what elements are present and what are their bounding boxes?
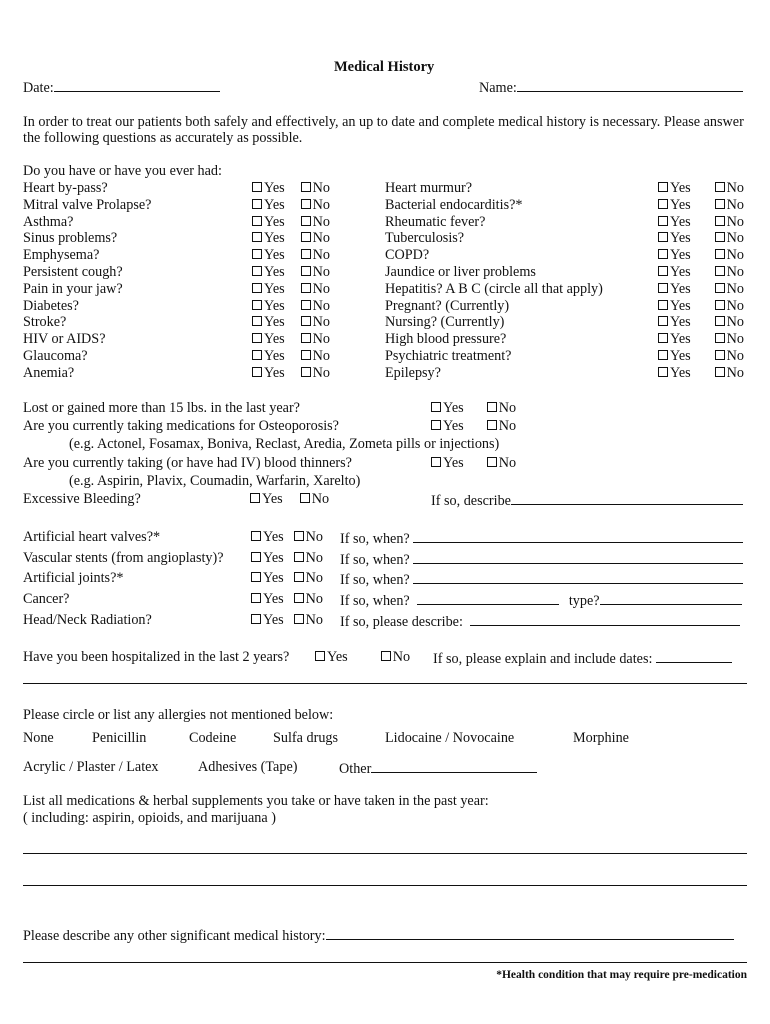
yes-no-options [658, 298, 744, 315]
no-checkbox[interactable] [715, 216, 725, 226]
no-label: No [312, 331, 330, 348]
no-checkbox[interactable] [715, 367, 725, 377]
describe-line[interactable] [470, 612, 740, 626]
no-label: No [312, 264, 330, 280]
yes-checkbox[interactable] [431, 457, 441, 467]
yes-label: Yes [263, 570, 284, 586]
no-label: No [726, 230, 744, 247]
condition-label: Pain in your jaw? [23, 280, 123, 297]
type-label: type? [568, 593, 600, 609]
yes-label: Yes [264, 348, 285, 364]
procedure-question: Cancer? [23, 591, 70, 607]
procedure-detail[interactable] [340, 529, 743, 548]
yes-no-options [252, 247, 330, 264]
yes-no-options [252, 365, 330, 382]
no-checkbox[interactable] [301, 333, 311, 343]
no-label: No [726, 264, 744, 280]
condition-label: Nursing? (Currently) [385, 314, 505, 331]
type-line[interactable] [600, 591, 742, 605]
no-checkbox[interactable] [301, 283, 311, 293]
yes-label: Yes [264, 213, 285, 230]
describe-label: If so, describe [431, 493, 511, 509]
allergy-option[interactable]: Sulfa drugs [273, 730, 339, 746]
yes-no-options [658, 348, 744, 365]
no-checkbox[interactable] [301, 266, 311, 276]
yes-label: Yes [443, 418, 464, 434]
yes-no-options [252, 264, 330, 281]
hospital-options [315, 649, 410, 666]
yes-no-options [252, 298, 330, 315]
no-checkbox[interactable] [381, 651, 391, 661]
yes-no-options [252, 230, 330, 247]
date-label: Date: [23, 80, 54, 96]
yes-no-options [658, 180, 744, 197]
no-label: No [312, 297, 330, 314]
yes-checkbox[interactable] [251, 531, 261, 541]
procedure-detail[interactable] [340, 612, 740, 631]
yes-label: Yes [263, 612, 284, 628]
yes-no-options [251, 612, 323, 629]
blood-thinner-options [431, 455, 516, 472]
name-field[interactable] [479, 78, 743, 97]
yes-no-options [658, 365, 744, 382]
yes-label: Yes [670, 264, 691, 280]
condition-label: Jaundice or liver problems [385, 264, 536, 280]
no-label: No [312, 364, 330, 381]
no-checkbox[interactable] [301, 199, 311, 209]
yes-checkbox[interactable] [658, 333, 668, 343]
yes-checkbox[interactable] [658, 350, 668, 360]
describe-line[interactable] [511, 491, 743, 505]
yes-no-options [252, 180, 330, 197]
condition-label: Heart by-pass? [23, 180, 108, 196]
no-label: No [312, 180, 330, 196]
footnote: *Health condition that may require pre-medication [496, 969, 747, 981]
no-checkbox[interactable] [294, 531, 304, 541]
bleeding-options [250, 491, 329, 508]
yes-label: Yes [264, 331, 285, 348]
yes-checkbox[interactable] [658, 182, 668, 192]
no-label: No [312, 196, 330, 213]
no-checkbox[interactable] [487, 420, 497, 430]
no-label: No [305, 550, 323, 566]
condition-label: Diabetes? [23, 297, 79, 314]
yes-label: Yes [670, 348, 691, 364]
weight-question: Lost or gained more than 15 lbs. in the last year? [23, 400, 300, 416]
yes-label: Yes [264, 364, 285, 381]
yes-checkbox[interactable] [252, 350, 262, 360]
blood-thinner-examples: (e.g. Aspirin, Plavix, Coumadin, Warfarin, Xarelto) [69, 473, 361, 489]
no-label: No [312, 230, 330, 247]
allergy-other[interactable] [339, 759, 537, 778]
yes-checkbox[interactable] [252, 283, 262, 293]
no-checkbox[interactable] [301, 249, 311, 259]
no-label: No [305, 529, 323, 545]
yes-no-options [658, 214, 744, 231]
when-line[interactable] [413, 550, 743, 564]
yes-checkbox[interactable] [252, 300, 262, 310]
procedure-detail[interactable] [340, 550, 743, 569]
yes-label: Yes [263, 550, 284, 566]
history-line[interactable] [326, 926, 734, 940]
date-input-line[interactable] [54, 78, 220, 92]
no-checkbox[interactable] [715, 249, 725, 259]
no-label: No [312, 247, 330, 264]
yes-label: Yes [443, 455, 464, 471]
yes-checkbox[interactable] [251, 614, 261, 624]
no-label: No [498, 455, 517, 471]
history-label: Please describe any other significant medical history: [23, 928, 326, 944]
no-label: No [726, 196, 744, 213]
yes-checkbox[interactable] [250, 493, 260, 503]
intro-text: In order to treat our patients both safely and effectively, an up to date and complete medical history is necessary. Please answer the following questions as accurately as possible. [23, 114, 744, 146]
procedure-question: Vascular stents (from angioplasty)? [23, 550, 224, 566]
yes-checkbox[interactable] [658, 199, 668, 209]
no-label: No [726, 364, 744, 381]
no-checkbox[interactable] [294, 572, 304, 582]
when-line[interactable] [417, 591, 559, 605]
yes-checkbox[interactable] [658, 232, 668, 242]
yes-label: Yes [670, 364, 691, 381]
no-checkbox[interactable] [487, 402, 497, 412]
yes-checkbox[interactable] [658, 367, 668, 377]
no-checkbox[interactable] [294, 614, 304, 624]
other-label: Other [339, 761, 372, 777]
no-label: No [498, 418, 517, 434]
no-checkbox[interactable] [715, 316, 725, 326]
yes-checkbox[interactable] [658, 316, 668, 326]
no-label: No [726, 247, 744, 264]
yes-checkbox[interactable] [252, 266, 262, 276]
explain-line[interactable] [656, 649, 732, 663]
yes-checkbox[interactable] [251, 552, 261, 562]
no-checkbox[interactable] [294, 593, 304, 603]
yes-checkbox[interactable] [431, 420, 441, 430]
yes-no-options [658, 197, 744, 214]
hospital-answer-line[interactable] [23, 683, 747, 684]
no-checkbox[interactable] [294, 552, 304, 562]
condition-label: Anemia? [23, 364, 75, 381]
when-label: If so, when? [340, 552, 410, 568]
date-field[interactable] [23, 78, 220, 97]
yes-label: Yes [264, 196, 285, 213]
other-line[interactable] [371, 759, 537, 773]
procedure-question: Head/Neck Radiation? [23, 612, 152, 628]
when-label: If so, when? [340, 593, 410, 609]
yes-checkbox[interactable] [658, 266, 668, 276]
condition-label: Heart murmur? [385, 180, 473, 196]
condition-label: HIV or AIDS? [23, 331, 106, 348]
no-checkbox[interactable] [715, 283, 725, 293]
procedure-question: Artificial joints?* [23, 570, 124, 586]
condition-label: Hepatitis? A B C (circle all that apply) [385, 280, 603, 297]
yes-checkbox[interactable] [658, 249, 668, 259]
no-label: No [392, 649, 411, 665]
yes-label: Yes [670, 247, 691, 264]
bleeding-describe[interactable] [431, 491, 743, 510]
medications-note: ( including: aspirin, opioids, and marijuana ) [23, 810, 276, 826]
page-title: Medical History [334, 59, 435, 75]
yes-checkbox[interactable] [252, 182, 262, 192]
no-label: No [726, 280, 744, 297]
when-line[interactable] [413, 570, 743, 584]
yes-label: Yes [670, 230, 691, 247]
name-input-line[interactable] [517, 78, 743, 92]
no-label: No [305, 570, 323, 586]
osteoporosis-examples: (e.g. Actonel, Fosamax, Boniva, Reclast, Aredia, Zometa pills or injections) [69, 436, 500, 452]
yes-no-options [252, 314, 330, 331]
yes-label: Yes [670, 280, 691, 297]
no-label: No [312, 213, 330, 230]
yes-no-options [251, 570, 323, 587]
explain-label: If so, please explain and include dates: [433, 651, 653, 667]
condition-label: Mitral valve Prolapse? [23, 196, 152, 213]
yes-label: Yes [670, 180, 691, 196]
yes-checkbox[interactable] [658, 216, 668, 226]
no-checkbox[interactable] [715, 232, 725, 242]
name-label: Name: [479, 80, 517, 96]
yes-label: Yes [262, 491, 283, 507]
yes-label: Yes [670, 196, 691, 213]
yes-no-options [252, 281, 330, 298]
history-field[interactable] [23, 926, 734, 945]
yes-no-options [251, 529, 323, 546]
allergy-option[interactable]: Morphine [573, 730, 629, 746]
bleeding-question: Excessive Bleeding? [23, 491, 141, 507]
blood-thinner-question: Are you currently taking (or have had IV) blood thinners? [23, 455, 352, 471]
allergy-option[interactable]: Penicillin [92, 730, 147, 746]
no-checkbox[interactable] [301, 367, 311, 377]
weight-options [431, 400, 516, 417]
no-label: No [726, 297, 744, 314]
no-checkbox[interactable] [715, 300, 725, 310]
yes-checkbox[interactable] [252, 316, 262, 326]
condition-label: High blood pressure? [385, 331, 507, 348]
yes-label: Yes [327, 649, 348, 665]
no-label: No [726, 348, 744, 364]
no-checkbox[interactable] [715, 333, 725, 343]
medications-line-2[interactable] [23, 885, 747, 886]
question-header: Do you have or have you ever had: [23, 163, 222, 179]
condition-label: Bacterial endocarditis?* [385, 196, 523, 213]
no-label: No [726, 314, 744, 331]
yes-no-options [251, 591, 323, 608]
yes-checkbox[interactable] [251, 593, 261, 603]
yes-checkbox[interactable] [252, 232, 262, 242]
yes-no-options [251, 550, 323, 567]
procedure-detail[interactable] [340, 570, 743, 589]
hospital-explain[interactable] [433, 649, 732, 668]
no-label: No [305, 612, 323, 628]
yes-no-options [658, 314, 744, 331]
yes-no-options [658, 264, 744, 281]
no-checkbox[interactable] [301, 232, 311, 242]
allergy-option[interactable]: Adhesives (Tape) [198, 759, 298, 775]
yes-no-options [658, 331, 744, 348]
condition-label: Pregnant? (Currently) [385, 297, 510, 314]
no-checkbox[interactable] [487, 457, 497, 467]
no-label: No [305, 591, 323, 607]
yes-checkbox[interactable] [431, 402, 441, 412]
yes-checkbox[interactable] [315, 651, 325, 661]
no-label: No [498, 400, 517, 416]
condition-label: Persistent cough? [23, 264, 123, 280]
no-checkbox[interactable] [715, 199, 725, 209]
yes-label: Yes [670, 331, 691, 348]
no-label: No [312, 348, 330, 364]
allergy-option[interactable]: Codeine [189, 730, 237, 746]
no-checkbox[interactable] [715, 182, 725, 192]
allergy-option[interactable]: Acrylic / Plaster / Latex [23, 759, 159, 775]
yes-label: Yes [264, 280, 285, 297]
no-label: No [726, 331, 744, 348]
yes-checkbox[interactable] [252, 199, 262, 209]
yes-no-options [658, 281, 744, 298]
condition-label: Sinus problems? [23, 230, 118, 247]
medications-header: List all medications & herbal supplements you take or have taken in the past year: [23, 793, 489, 809]
no-label: No [312, 314, 330, 331]
yes-label: Yes [670, 314, 691, 331]
yes-no-options [658, 230, 744, 247]
osteoporosis-question: Are you currently taking medications for Osteoporosis? [23, 418, 339, 434]
yes-checkbox[interactable] [252, 216, 262, 226]
allergy-header: Please circle or list any allergies not mentioned below: [23, 707, 334, 723]
procedure-question: Artificial heart valves?* [23, 529, 161, 545]
yes-checkbox[interactable] [251, 572, 261, 582]
no-label: No [726, 213, 744, 230]
no-label: No [311, 491, 330, 507]
condition-label: Glaucoma? [23, 348, 88, 364]
yes-no-options [252, 348, 330, 365]
allergy-option[interactable]: Lidocaine / Novocaine [385, 730, 515, 746]
condition-label: Emphysema? [23, 247, 100, 264]
yes-no-options [658, 247, 744, 264]
yes-checkbox[interactable] [658, 300, 668, 310]
yes-label: Yes [443, 400, 464, 416]
no-checkbox[interactable] [301, 216, 311, 226]
yes-label: Yes [264, 230, 285, 247]
when-line[interactable] [413, 529, 743, 543]
condition-label: Epilepsy? [385, 364, 441, 381]
medications-line-1[interactable] [23, 853, 747, 854]
yes-checkbox[interactable] [658, 283, 668, 293]
condition-label: Psychiatric treatment? [385, 348, 512, 364]
yes-label: Yes [670, 213, 691, 230]
no-checkbox[interactable] [301, 316, 311, 326]
no-label: No [726, 180, 744, 196]
yes-label: Yes [263, 529, 284, 545]
condition-label: COPD? [385, 247, 430, 264]
condition-label: Rheumatic fever? [385, 213, 486, 230]
yes-label: Yes [264, 264, 285, 280]
yes-checkbox[interactable] [252, 333, 262, 343]
yes-label: Yes [263, 591, 284, 607]
yes-no-options [252, 331, 330, 348]
no-checkbox[interactable] [300, 493, 310, 503]
when-label: If so, when? [340, 572, 410, 588]
condition-label: Tuberculosis? [385, 230, 465, 247]
yes-label: Yes [264, 247, 285, 264]
procedure-detail[interactable] [340, 591, 742, 610]
no-label: No [312, 280, 330, 297]
history-line-2[interactable] [23, 962, 747, 963]
yes-label: Yes [670, 297, 691, 314]
when-label: If so, when? [340, 531, 410, 547]
no-checkbox[interactable] [715, 350, 725, 360]
yes-label: Yes [264, 180, 285, 196]
condition-label: Asthma? [23, 213, 74, 230]
yes-label: Yes [264, 297, 285, 314]
describe-label: If so, please describe: [340, 614, 463, 630]
allergy-option[interactable]: None [23, 730, 54, 746]
osteoporosis-options [431, 418, 516, 435]
no-checkbox[interactable] [301, 350, 311, 360]
condition-label: Stroke? [23, 314, 67, 331]
no-checkbox[interactable] [301, 182, 311, 192]
yes-checkbox[interactable] [252, 249, 262, 259]
yes-no-options [252, 197, 330, 214]
no-checkbox[interactable] [301, 300, 311, 310]
yes-checkbox[interactable] [252, 367, 262, 377]
yes-label: Yes [264, 314, 285, 331]
hospital-question: Have you been hospitalized in the last 2 years? [23, 649, 290, 665]
no-checkbox[interactable] [715, 266, 725, 276]
yes-no-options [252, 214, 330, 231]
